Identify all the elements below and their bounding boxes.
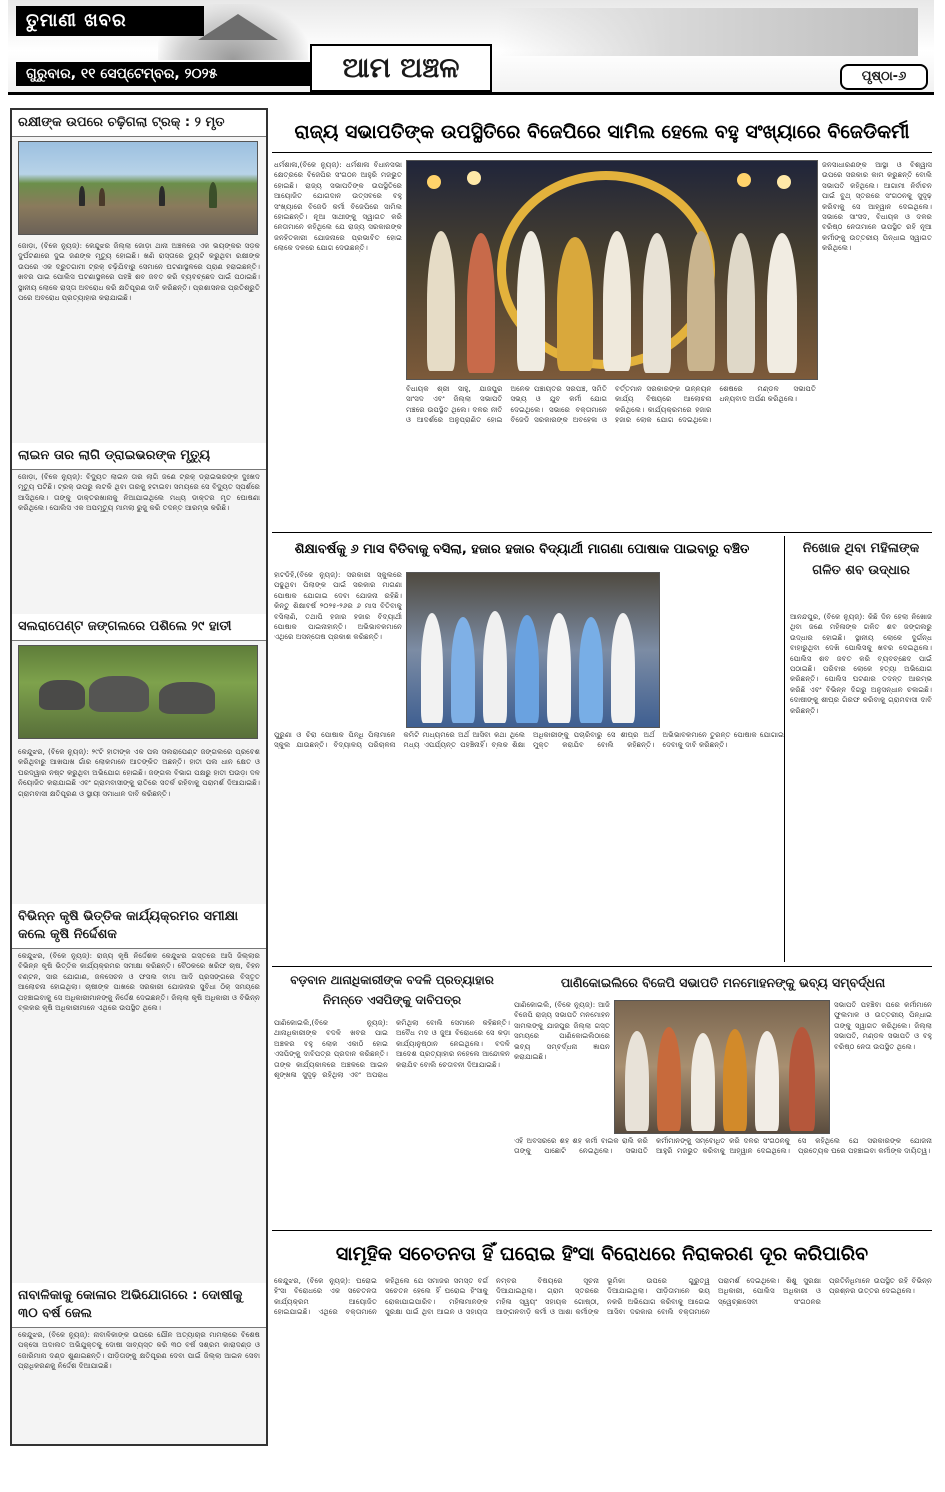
- issue-date: ଗୁରୁବାର, ୧୧ ସେପ୍ଟେମ୍ବର, ୨୦୨୫: [16, 62, 316, 86]
- lead-story-body: ଧର୍ମଶାଳା,(ବିକେ ନ୍ୟୁଜ୍): ଧର୍ମଶାଳା ବିଧାନସଭା କ୍ଷେତ୍ରରେ ବିଜେପିର ସଂଗଠନ ଆହୁରି ମଜଭୁତ ହୋଇଛି। ରାଜ୍ୟ ସଭାପତିଙ୍କ ଉପସ୍ଥିତିରେ ଆୟୋଜିତ ଯୋଗଦାନ ଉତ୍ସବରେ ବହୁ ସଂଖ୍ୟାରେ ବିଜେଡି କର୍ମୀ ବିଜେପିରେ ସାମିଲ ହୋଇଛନ୍ତି। ନୂଆ ସାଥୀଙ୍କୁ ସ୍ୱାଗତ କରି ନେତାମାନେ କହିଥିଲେ ଯେ ରାଜ୍ୟ ସରକାରଙ୍କ ଜନହିତକାରୀ ଯୋଜନାରେ ପ୍ରଭାବିତ ହୋଇ ଲୋକେ ଦଳରେ ଯୋଗ ଦେଉଛନ୍ତି।: [274, 160, 402, 253]
- left-news-column: [10, 108, 268, 1446]
- bottom-headline: ସାମୂହିକ ସଚେତନତା ହିଁ ଘରୋଇ ହିଂସା ବିରୋଧରେ ନିରାକରଣ ଦୂର କରିପାରିବ: [335, 1243, 869, 1265]
- masthead-banner-art: [498, 8, 918, 56]
- story-headline: ଲାଇନ ତାର ଲାଗି ଡ୍ରାଇଭରଙ୍କ ମୃତ୍ୟୁ: [12, 443, 266, 470]
- divider: [272, 152, 932, 153]
- divider: [272, 1230, 932, 1231]
- reception-story-body: ଏହି ଅବସରରେ ଶହ ଶହ କର୍ମୀ ବାଇକ ରାଲି କରି ତାଙ୍କୁ ପାଛୋଟି ନେଇଥିଲେ। ସଭାପତି କର୍ମୀମାନଙ୍କୁ ସମ୍ବୋଧିତ କରି ଦଳର ସଂଗଠନକୁ ଆହୁରି ମଜଭୁତ କରିବାକୁ ଆହ୍ୱାନ ଦେଇଥିଲେ। ସେ କହିଥିଲେ ଯେ ସରକାରଙ୍କ ଯୋଜନା ପ୍ରତ୍ୟେକ ଘରେ ପହଞ୍ଚାଇବା କର୍ମୀଙ୍କ ଦାୟିତ୍ୱ।: [514, 1136, 932, 1156]
- section-title: ଆମ ଅଞ୍ଚଳ: [310, 44, 492, 92]
- hut-illustration: [198, 14, 278, 40]
- newspaper-logo: ତୁମାଣୀ ଖବର: [16, 6, 204, 36]
- reception-headline: ପାଣିକୋଇଲିରେ ବିଜେପି ସଭାପତି ମନମୋହନଙ୍କୁ ଭବ୍ୟ ସମ୍ବର୍ଦ୍ଧନା: [560, 975, 886, 990]
- bottom-story-body: କେନ୍ଦୁଝର, (ବିକେ ନ୍ୟୁଜ୍): ଘରୋଇ ହିଂସା ବିରୋଧରେ ଏକ ସଚେତନତା କାର୍ଯ୍ୟକ୍ରମ ଆୟୋଜିତ ହୋଇଯାଇଛି। ଏଥିରେ ବକ୍ତାମାନେ କହିଥିଲେ ଯେ ସମାଜର ସମସ୍ତ ବର୍ଗ ସଚେତନ ହେଲେ ହିଁ ଘରୋଇ ହିଂସାକୁ ରୋକାଯାଇପାରିବ। ମହିଳାମାନଙ୍କ ସୁରକ୍ଷା ପାଇଁ ଥିବା ଆଇନ ଓ ସହାୟତା ନମ୍ବର ବିଷୟରେ ସୂଚନା ଦିଆଯାଇଥିଲା। ଗ୍ରାମ ସ୍ତରରେ ମହିଳା ସ୍ୱୟଂ ସହାୟକ ଗୋଷ୍ଠୀ, ଆଙ୍ଗନବାଡ଼ି କର୍ମୀ ଓ ଆଶା କର୍ମୀଙ୍କ ଭୂମିକା ଉପରେ ଗୁରୁତ୍ୱ ଦିଆଯାଇଥିଲା। ପୀଡ଼ିତାମାନେ ଭୟ ନକରି ଅଭିଯୋଗ କରିବାକୁ ଆଗେଇ ଆସିବା ଦରକାର ବୋଲି ବକ୍ତାମାନେ ପରାମର୍ଶ ଦେଇଥିଲେ। ଶିଶୁ ସୁରକ୍ଷା ଅଧିକାରୀ, ପୋଲିସ ଅଧିକାରୀ ଓ ସ୍ୱେଚ୍ଛାସେବୀ ସଂଗଠନର ପ୍ରତିନିଧିମାନେ ଉପସ୍ଥିତ ରହି ବିଭିନ୍ନ ପ୍ରଶ୍ନର ଉତ୍ତର ଦେଇଥିଲେ।: [274, 1276, 932, 1317]
- missing-woman-body: ଆନନ୍ଦପୁର, (ବିକେ ନ୍ୟୁଜ୍): କିଛି ଦିନ ହେଲା ନିଖୋଜ ଥିବା ଜଣେ ମହିଳାଙ୍କ ଗଳିତ ଶବ ଜଙ୍ଗଲରୁ ଉଦ୍ଧାର ହୋଇଛି। ସ୍ଥାନୀୟ ଲୋକେ ଦୁର୍ଗନ୍ଧ ବାହାରୁଥିବା ଦେଖି ପୋଲିସକୁ ଖବର ଦେଇଥିଲେ। ପୋଲିସ ଶବ ଜବତ କରି ବ୍ୟବଚ୍ଛେଦ ପାଇଁ ପଠାଇଛି। ପରିବାର ଲୋକେ ହତ୍ୟା ଅଭିଯୋଗ କରିଛନ୍ତି। ପୋଲିସ ଘଟଣାର ତଦନ୍ତ ଆରମ୍ଭ କରିଛି ଏବଂ ବିଭିନ୍ନ ଦିଗରୁ ଅନୁସନ୍ଧାନ ଚଳାଇଛି। ଦୋଷୀଙ୍କୁ ଶୀଘ୍ର ଗିରଫ କରିବାକୁ ଗ୍ରାମବାସୀ ଦାବି କରିଛନ୍ତି।: [790, 612, 932, 715]
- school-children-photo: [406, 572, 660, 728]
- accident-site-photo: [18, 141, 258, 235]
- constable-story-body: ପାଣିକୋଇଲି,(ବିକେ ନ୍ୟୁଜ୍): ଥାନାଧିକାରୀଙ୍କ ବଦଳି ଖବର ପାଇ ଅଞ୍ଚଳର ବହୁ ଲୋକ ଏକାଠି ହୋଇ ଏସପିଙ୍କୁ ଦାବିପତ୍ର ପ୍ରଦାନ କରିଛନ୍ତି। ତାଙ୍କ କାର୍ଯ୍ୟକାଳରେ ଅଞ୍ଚଳରେ ଆଇନ ଶୃଙ୍ଖଳା ସୁଦୃଢ଼ ରହିଥିଲା ଏବଂ ଅପରାଧ କମିଥିଲା ବୋଲି ସେମାନେ କହିଛନ୍ତି। ଅବୈଧ ମଦ ଓ ଜୁଆ ବିରୋଧରେ ସେ କଡ଼ା କାର୍ଯ୍ୟାନୁଷ୍ଠାନ ନେଇଥିଲେ। ବଦଳି ଆଦେଶ ପ୍ରତ୍ୟାହାର ନହେଲେ ଆନ୍ଦୋଳନ କରାଯିବ ବୋଲି ଚେତାବନୀ ଦିଆଯାଇଛି।: [274, 1018, 510, 1080]
- story-headline: ନାବାଳିକାକୁ କୋଳାର ଅଭିଯୋଗରେ : ଦୋଷୀକୁ ୩୦ ବର୍ଷ ଜେଲ: [12, 1283, 266, 1328]
- story-body: କେନ୍ଦୁଝର, (ବିକେ ନ୍ୟୁଜ୍): ରାଜ୍ୟ କୃଷି ନିର୍ଦ୍ଦେଶକ କେନ୍ଦୁଝର ଗସ୍ତରେ ଆସି ଜିଲ୍ଲାର ବିଭିନ୍ନ କୃଷି ଭିତ୍ତିକ କାର୍ଯ୍ୟକ୍ରମର ସମୀକ୍ଷା କରିଛନ୍ତି। ବୈଠକରେ ଖରିଫ ଚାଷ, ବିହନ ବଣ୍ଟନ, ସାର ଯୋଗାଣ, ଜଳସେଚନ ଓ ଫସଲ ବୀମା ଆଦି ପ୍ରସଙ୍ଗରେ ବିସ୍ତୃତ ଆଲୋଚନା ହୋଇଥିଲା। ଚାଷୀଙ୍କ ପାଖରେ ସରକାରୀ ଯୋଜନାର ସୁବିଧା ଠିକ୍ ସମୟରେ ପହଞ୍ଚାଇବାକୁ ସେ ଅଧିକାରୀମାନଙ୍କୁ ନିର୍ଦ୍ଦେଶ ଦେଇଛନ୍ତି। ଜିଲ୍ଲା କୃଷି ଅଧିକାରୀ ଓ ବିଭିନ୍ନ ବ୍ଲକର କୃଷି ଅଧିକାରୀମାନେ ଏଥିରେ ଉପସ୍ଥିତ ଥିଲେ।: [18, 951, 260, 1013]
- reception-story-body: ସଭାପତି ପହଞ୍ଚିବା ପରେ କର୍ମୀମାନେ ଫୁଲମାଳ ଓ ଉତ୍ତରୀୟ ପିନ୍ଧାଇ ତାଙ୍କୁ ସ୍ୱାଗତ କରିଥିଲେ। ଜିଲ୍ଲା ସଭାପତି, ମଣ୍ଡଳ ସଭାପତି ଓ ବହୁ ବରିଷ୍ଠ ନେତା ଉପସ୍ଥିତ ଥିଲେ।: [834, 1000, 932, 1051]
- story-body: କେନ୍ଦୁଝର, (ବିକେ ନ୍ୟୁଜ୍): ନାବାଳିକାଙ୍କ ଉପରେ ଯୌନ ଅତ୍ୟାଚାର ମାମଲାରେ ବିଶେଷ ପକ୍ସୋ ଅଦାଲତ ଅଭିଯୁକ୍ତକୁ ଦୋଷୀ ସାବ୍ୟସ୍ତ କରି ୩୦ ବର୍ଷ ସଶ୍ରମ କାରାଦଣ୍ଡ ଓ ଜୋରିମାନା ଦଣ୍ଡ ଶୁଣାଇଛନ୍ତି। ପୀଡ଼ିତାଙ୍କୁ କ୍ଷତିପୂରଣ ଦେବା ପାଇଁ ଜିଲ୍ଲା ଆଇନ ସେବା ପ୍ରାଧିକରଣକୁ ନିର୍ଦ୍ଦେଶ ଦିଆଯାଇଛି।: [18, 1330, 260, 1371]
- lead-headline: ରାଜ୍ୟ ସଭାପତିଙ୍କ ଉପସ୍ଥିତିରେ ବିଜେପିରେ ସାମିଲ ହେଲେ ବହୁ ସଂଖ୍ୟାରେ ବିଜେଡିକର୍ମୀ: [294, 121, 910, 143]
- story-body: ଜୋଡ଼ା, (ବିକେ ନ୍ୟୁଜ୍): କେନ୍ଦୁଝର ଜିଲ୍ଲା ଜୋଡ଼ା ଥାନା ଅଞ୍ଚଳରେ ଏକ ଭୟଙ୍କର ସଡ଼କ ଦୁର୍ଘଟଣାରେ ଦୁଇ ଜଣଙ୍କ ମୃତ୍ୟୁ ହୋଇଛି। ଖଣି ରାସ୍ତାରେ ଡ୍ୟୁଟି କରୁଥିବା ରକ୍ଷୀଙ୍କ ଉପରେ ଏକ ଦ୍ରୁତଗାମୀ ଟ୍ରକ୍ ଚଢ଼ିଯିବାରୁ ସେମାନେ ଘଟଣାସ୍ଥଳରେ ପ୍ରାଣ ହରାଇଛନ୍ତି। ଖବର ପାଇ ପୋଲିସ ଘଟଣାସ୍ଥଳରେ ପହଞ୍ଚି ଶବ ଜବତ କରି ବ୍ୟବଚ୍ଛେଦ ପାଇଁ ପଠାଇଛି। ସ୍ଥାନୀୟ ଲୋକେ ରାସ୍ତା ଅବରୋଧ କରି କ୍ଷତିପୂରଣ ଦାବି କରିଛନ୍ତି। ପ୍ରଶାସନର ପ୍ରତିଶ୍ରୁତି ପରେ ଅବରୋଧ ପ୍ରତ୍ୟାହାର କରାଯାଇଛି।: [18, 241, 260, 303]
- elephant-herd-photo: [18, 645, 258, 739]
- story-body: ଜୋଡ଼ା, (ବିକେ ନ୍ୟୁଜ୍): ବିଦ୍ୟୁତ ଲାଇନ ତାର ଲାଗି ଜଣେ ଟ୍ରକ୍ ଡ୍ରାଇଭରଙ୍କ ଦୁଃଖଦ ମୃତ୍ୟୁ ଘଟିଛି। ଟ୍ରକ୍ ଉପରୁ ଲଟକି ଥିବା ତାରକୁ ହଟାଇବା ସମୟରେ ସେ ବିଦ୍ୟୁତ ସ୍ପର୍ଶରେ ଆସିଥିଲେ। ତାଙ୍କୁ ଡାକ୍ତରଖାନାକୁ ନିଆଯାଇଥିଲେ ମଧ୍ୟ ଡାକ୍ତର ମୃତ ଘୋଷଣା କରିଥିଲେ। ପୋଲିସ ଏକ ଅପମୃତ୍ୟୁ ମାମଲା ରୁଜୁ କରି ତଦନ୍ତ ଆରମ୍ଭ କରିଛି।: [18, 472, 260, 513]
- page-number: ପୃଷ୍ଠା-୬: [840, 64, 928, 90]
- school-story-body: ପୁରୁଣା ଓ ଚିରା ପୋଷାକ ପିନ୍ଧି ପିଲାମାନେ ସ୍କୁଲ ଯାଉଛନ୍ତି। ବିଦ୍ୟାଳୟ ପରିଚାଳନା କମିଟି ମାଧ୍ୟମରେ ଅର୍ଥ ଆସିବା କଥା ଥିଲେ ମଧ୍ୟ ଏପର୍ଯ୍ୟନ୍ତ ପହଞ୍ଚିନାହିଁ। ବ୍ଲକ ଶିକ୍ଷା ଅଧିକାରୀଙ୍କୁ ପଚାରିବାରୁ ସେ ଶୀଘ୍ର ଅର୍ଥ ମୁକ୍ତ କରାଯିବ ବୋଲି କହିଛନ୍ତି। ଅଭିଭାବକମାନେ ତୁରନ୍ତ ପୋଷାକ ଯୋଗାଇ ଦେବାକୁ ଦାବି କରିଛନ୍ତି।: [274, 730, 784, 750]
- story-headline: ସଲରାପେଣ୍ଟ ଜଙ୍ଗଲରେ ପଶିଲେ ୨୯ ହାତୀ: [12, 614, 266, 641]
- story-headline: ବିଭିନ୍ନ କୃଷି ଭିତ୍ତିକ କାର୍ଯ୍ୟକ୍ରମର ସମୀକ୍ଷା କଲେ କୃଷି ନିର୍ଦ୍ଦେଶକ: [12, 904, 266, 949]
- story-headline: ରକ୍ଷୀଙ୍କ ଉପରେ ଚଢ଼ିଗଲା ଟ୍ରକ୍ : ୨ ମୃତ: [12, 110, 266, 137]
- missing-woman-headline: ନିଖୋଜ ଥିବା ମହିଳାଙ୍କ ଗଳିତ ଶବ ଉଦ୍ଧାର: [802, 541, 920, 578]
- bjp-joining-stage-photo: [406, 160, 818, 380]
- story-body: କେନ୍ଦୁଝର, (ବିକେ ନ୍ୟୁଜ୍): ୨୯ଟି ହାତୀଙ୍କ ଏକ ପଲ ସଲରାପେଣ୍ଟ ଜଙ୍ଗଲରେ ପ୍ରବେଶ କରିଥିବାରୁ ଆଖପାଖ ଗାଁର ଲୋକମାନେ ଆତଙ୍କିତ ଅଛନ୍ତି। ହାତୀ ପଲ ଧାନ କ୍ଷେତ ଓ ଘରଦ୍ୱାର ନଷ୍ଟ କରୁଥିବା ଅଭିଯୋଗ ହୋଇଛି। ଜଙ୍ଗଲ ବିଭାଗ ପକ୍ଷରୁ ହାତୀ ଘଉଡ଼ା ଦଳ ନିୟୋଜିତ କରାଯାଇଛି ଏବଂ ଗ୍ରାମବାସୀଙ୍କୁ ରାତିରେ ସତର୍କ ରହିବାକୁ ପରାମର୍ଶ ଦିଆଯାଇଛି। ଗ୍ରାମବାସୀ କ୍ଷତିପୂରଣ ଓ ସ୍ଥାୟୀ ସମାଧାନ ଦାବି କରିଛନ୍ତି।: [18, 747, 260, 798]
- masthead: [8, 0, 934, 95]
- constable-headline: ବଡ଼ବାନ ଥାନାଧିକାରୀଙ୍କ ବଦଳି ପ୍ରତ୍ୟାହାର ନିମନ୍ତେ ଏସପିଙ୍କୁ ଦାବିପତ୍ର: [290, 973, 494, 1007]
- school-story-body: ହାଟଡିହି,(ବିକେ ନ୍ୟୁଜ୍): ସରକାରୀ ସ୍କୁଲରେ ପଢୁଥିବା ପିଲାଙ୍କ ପାଇଁ ସରକାର ମାଗଣା ପୋଷାକ ଯୋଗାଇ ଦେବା ଯୋଜନା ରହିଛି। କିନ୍ତୁ ଶିକ୍ଷାବର୍ଷ ୨୦୨୫-୨୬ର ୬ ମାସ ବିତିବାକୁ ବସିଲାଣି, ତଥାପି ହଜାର ହଜାର ବିଦ୍ୟାର୍ଥୀ ପୋଷାକ ପାଇନାହାନ୍ତି। ଅଭିଭାବକମାନେ ଏଥିରେ ଅସନ୍ତୋଷ ପ୍ରକାଶ କରିଛନ୍ତି।: [274, 570, 402, 642]
- lead-story-body: ବିଧାୟକ ଶ୍ରୀ ସାହୁ, ଯାଜପୁର ସାଂସଦ ଏବଂ ଜିଲ୍ଲା ସଭାପତି ମଞ୍ଚରେ ଉପସ୍ଥିତ ଥିଲେ। ଦଳର ନୀତି ଓ ଆଦର୍ଶରେ ଅନୁପ୍ରାଣିତ ହୋଇ ଅନେକ ପଞ୍ଚାୟତର ସରପଞ୍ଚ, ସମିତି ସଭ୍ୟ ଓ ଯୁବ କର୍ମୀ ଯୋଗ ଦେଇଥିଲେ। ସଭାରେ ବକ୍ତାମାନେ ବିଜେଡି ସରକାରଙ୍କ ଅବହେଳା ଓ ବର୍ତ୍ତମାନ ସରକାରଙ୍କ ଉନ୍ନୟନ କାର୍ଯ୍ୟ ବିଷୟରେ ଆଲୋଚନା କରିଥିଲେ। କାର୍ଯ୍ୟକ୍ରମରେ ହଜାର ହଜାର ଲୋକ ଯୋଗ ଦେଇଥିଲେ। ଶେଷରେ ମଣ୍ଡଳ ସଭାପତି ଧନ୍ୟବାଦ ଅର୍ପଣ କରିଥିଲେ।: [406, 384, 816, 425]
- divider: [272, 532, 932, 533]
- school-headline: ଶିକ୍ଷାବର୍ଷକୁ ୬ ମାସ ବିତିବାକୁ ବସିଲା, ହଜାର ହଜାର ବିଦ୍ୟାର୍ଥୀ ମାଗଣା ପୋଷାକ ପାଇବାରୁ ବଞ୍ଚିତ: [294, 542, 750, 557]
- reception-story-body: ପାଣିକୋଇଲି, (ବିକେ ନ୍ୟୁଜ୍): ଆଜି ବିଜେପି ରାଜ୍ୟ ସଭାପତି ମନମୋହନ ସାମଲଙ୍କୁ ଯାଜପୁର ଜିଲ୍ଲା ଗସ୍ତ ସମୟରେ ପାଣିକୋଇଲିଠାରେ ଭବ୍ୟ ସମ୍ବର୍ଦ୍ଧନା ଜ୍ଞାପନ କରାଯାଇଛି।: [514, 1000, 610, 1062]
- reception-crowd-photo: [614, 1000, 830, 1134]
- divider: [272, 966, 932, 967]
- lead-story-body: ଜନସାଧାରଣଙ୍କ ଆସ୍ଥା ଓ ବିଶ୍ୱାସ ଉପରେ ସରକାର କାମ କରୁଛନ୍ତି ବୋଲି ସଭାପତି କହିଥିଲେ। ଆଗାମୀ ନିର୍ବାଚନ ପାଇଁ ବୁଥ୍ ସ୍ତରରେ ସଂଗଠନକୁ ସୁଦୃଢ଼ କରିବାକୁ ସେ ଆହ୍ୱାନ ଦେଇଥିଲେ। ସଭାରେ ସାଂସଦ, ବିଧାୟକ ଓ ଦଳର ବରିଷ୍ଠ ନେତାମାନେ ଉପସ୍ଥିତ ରହି ନୂଆ କର୍ମୀଙ୍କୁ ଉତ୍ତରୀୟ ପିନ୍ଧାଇ ସ୍ୱାଗତ କରିଥିଲେ।: [822, 160, 932, 253]
- divider: [784, 536, 785, 962]
